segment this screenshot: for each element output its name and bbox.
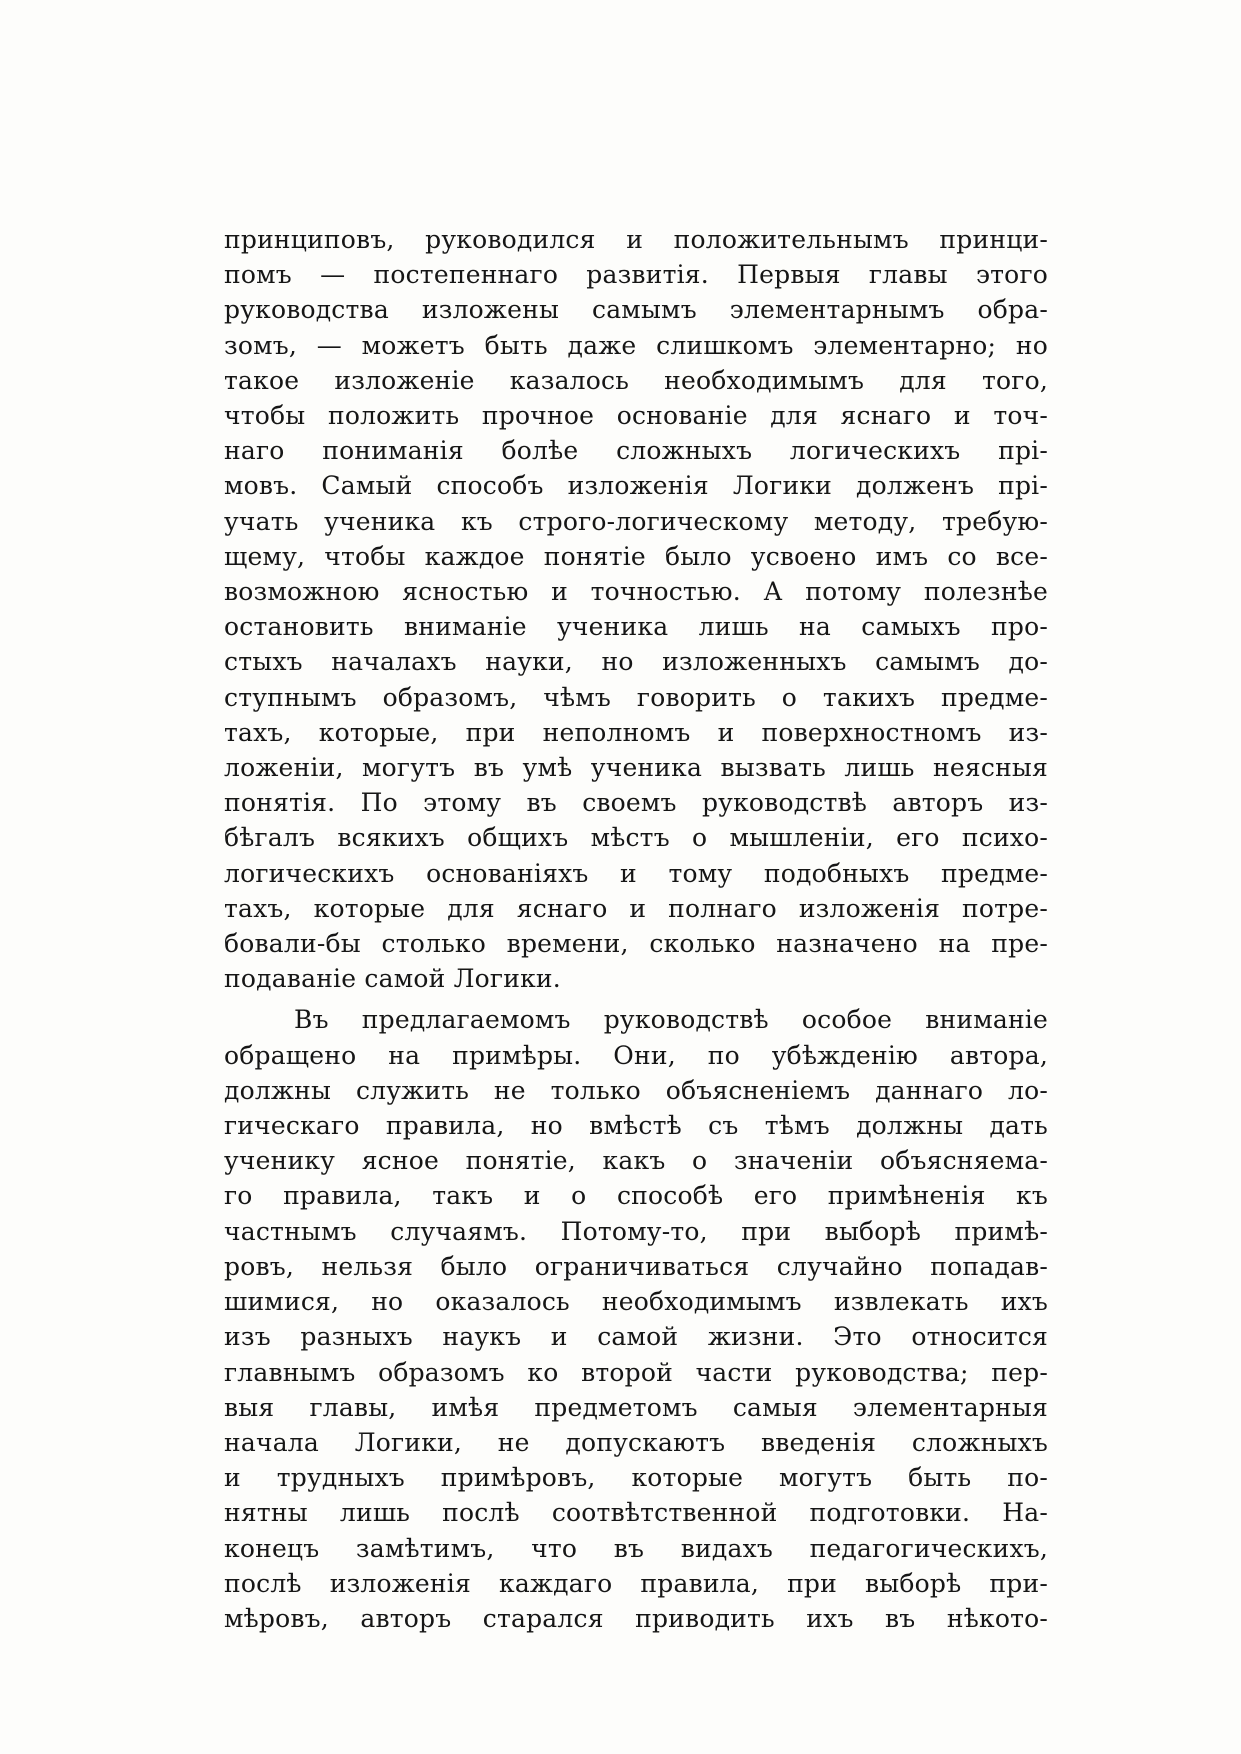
text-line: ученику ясное понятіе, какъ о значеніи объясняема- [224, 1146, 1048, 1176]
text-line: ступнымъ образомъ, чѣмъ говорить о такихъ предме- [224, 682, 1048, 712]
paragraph-2 [224, 1002, 1048, 1636]
text-line: наго пониманія болѣе сложныхъ логическихъ прі- [224, 436, 1048, 466]
text-line: послѣ изложенія каждаго правила, при выборѣ при- [224, 1568, 1048, 1598]
text-line: тахъ, которые, при неполномъ и поверхностномъ из- [224, 717, 1048, 747]
text-line: зомъ, — можетъ быть даже слишкомъ элементарно; но [224, 330, 1048, 360]
text-line: руководства изложены самымъ элементарнымъ обра- [224, 295, 1048, 325]
text-line: конецъ замѣтимъ, что въ видахъ педагогическихъ, [224, 1533, 1048, 1563]
text-line: такое изложеніе казалось необходимымъ для того, [224, 365, 1048, 395]
text-line: частнымъ случаямъ. Потому-то, при выборѣ примѣ- [224, 1216, 1048, 1246]
text-line: тахъ, которые для яснаго и полнаго изложенія потре- [224, 893, 1048, 923]
text-line: стыхъ началахъ науки, но изложенныхъ самымъ до- [224, 647, 1048, 677]
text-line: ровъ, нельзя было ограничиваться случайно попадав- [224, 1251, 1048, 1281]
text-line: обращено на примѣры. Они, по убѣжденію автора, [224, 1040, 1048, 1070]
text-line: помъ — постепеннаго развитія. Первыя главы этого [224, 260, 1048, 290]
text-line: бѣгалъ всякихъ общихъ мѣстъ о мышленіи, его психо- [224, 823, 1048, 853]
text-line: нятны лишь послѣ соотвѣтственной подготовки. На- [224, 1498, 1048, 1528]
text-line: гическаго правила, но вмѣстѣ съ тѣмъ должны дать [224, 1111, 1048, 1141]
text-line: подаваніе самой Логики. [224, 964, 561, 994]
text-line: изъ разныхъ наукъ и самой жизни. Это относится [224, 1322, 1048, 1352]
text-line: должны служить не только объясненіемъ даннаго ло- [224, 1075, 1048, 1105]
text-line: понятія. По этому въ своемъ руководствѣ авторъ из- [224, 788, 1048, 818]
text-line: ложеніи, могутъ въ умѣ ученика вызвать лишь неясныя [224, 753, 1048, 783]
text-line: Въ предлагаемомъ руководствѣ особое вниманіе [294, 1005, 1048, 1035]
paragraph-1 [224, 222, 1048, 996]
text-line: принциповъ, руководился и положительнымъ принци- [224, 225, 1048, 254]
text-line: мѣровъ, авторъ старался приводить ихъ въ нѣкото- [224, 1603, 1048, 1633]
text-line: возможною ясностью и точностью. А потому полезнѣе [224, 577, 1048, 607]
text-line: шимися, но оказалось необходимымъ извлекать ихъ [224, 1287, 1048, 1317]
text-line: начала Логики, не допускаютъ введенія сложныхъ [224, 1427, 1048, 1457]
text-line: бовали-бы столько времени, сколько назначено на пре- [224, 929, 1048, 959]
text-line: го правила, такъ и о способѣ его примѣненія къ [224, 1181, 1048, 1211]
text-line: остановить вниманіе ученика лишь на самыхъ про- [224, 612, 1048, 642]
body-text [224, 222, 1048, 1636]
text-line: чтобы положить прочное основаніе для яснаго и точ- [224, 401, 1048, 431]
text-line: выя главы, имѣя предметомъ самыя элементарныя [224, 1392, 1048, 1422]
text-line: щему, чтобы каждое понятіе было усвоено имъ со все- [224, 541, 1048, 571]
text-line: мовъ. Самый способъ изложенія Логики долженъ прі- [224, 471, 1048, 501]
text-line: учать ученика къ строго-логическому методу, требую- [224, 506, 1048, 536]
text-line: главнымъ образомъ ко второй части руководства; пер- [224, 1357, 1048, 1387]
text-line: и трудныхъ примѣровъ, которые могутъ быть по- [224, 1463, 1048, 1493]
text-line: логическихъ основаніяхъ и тому подобныхъ предме- [224, 858, 1048, 888]
